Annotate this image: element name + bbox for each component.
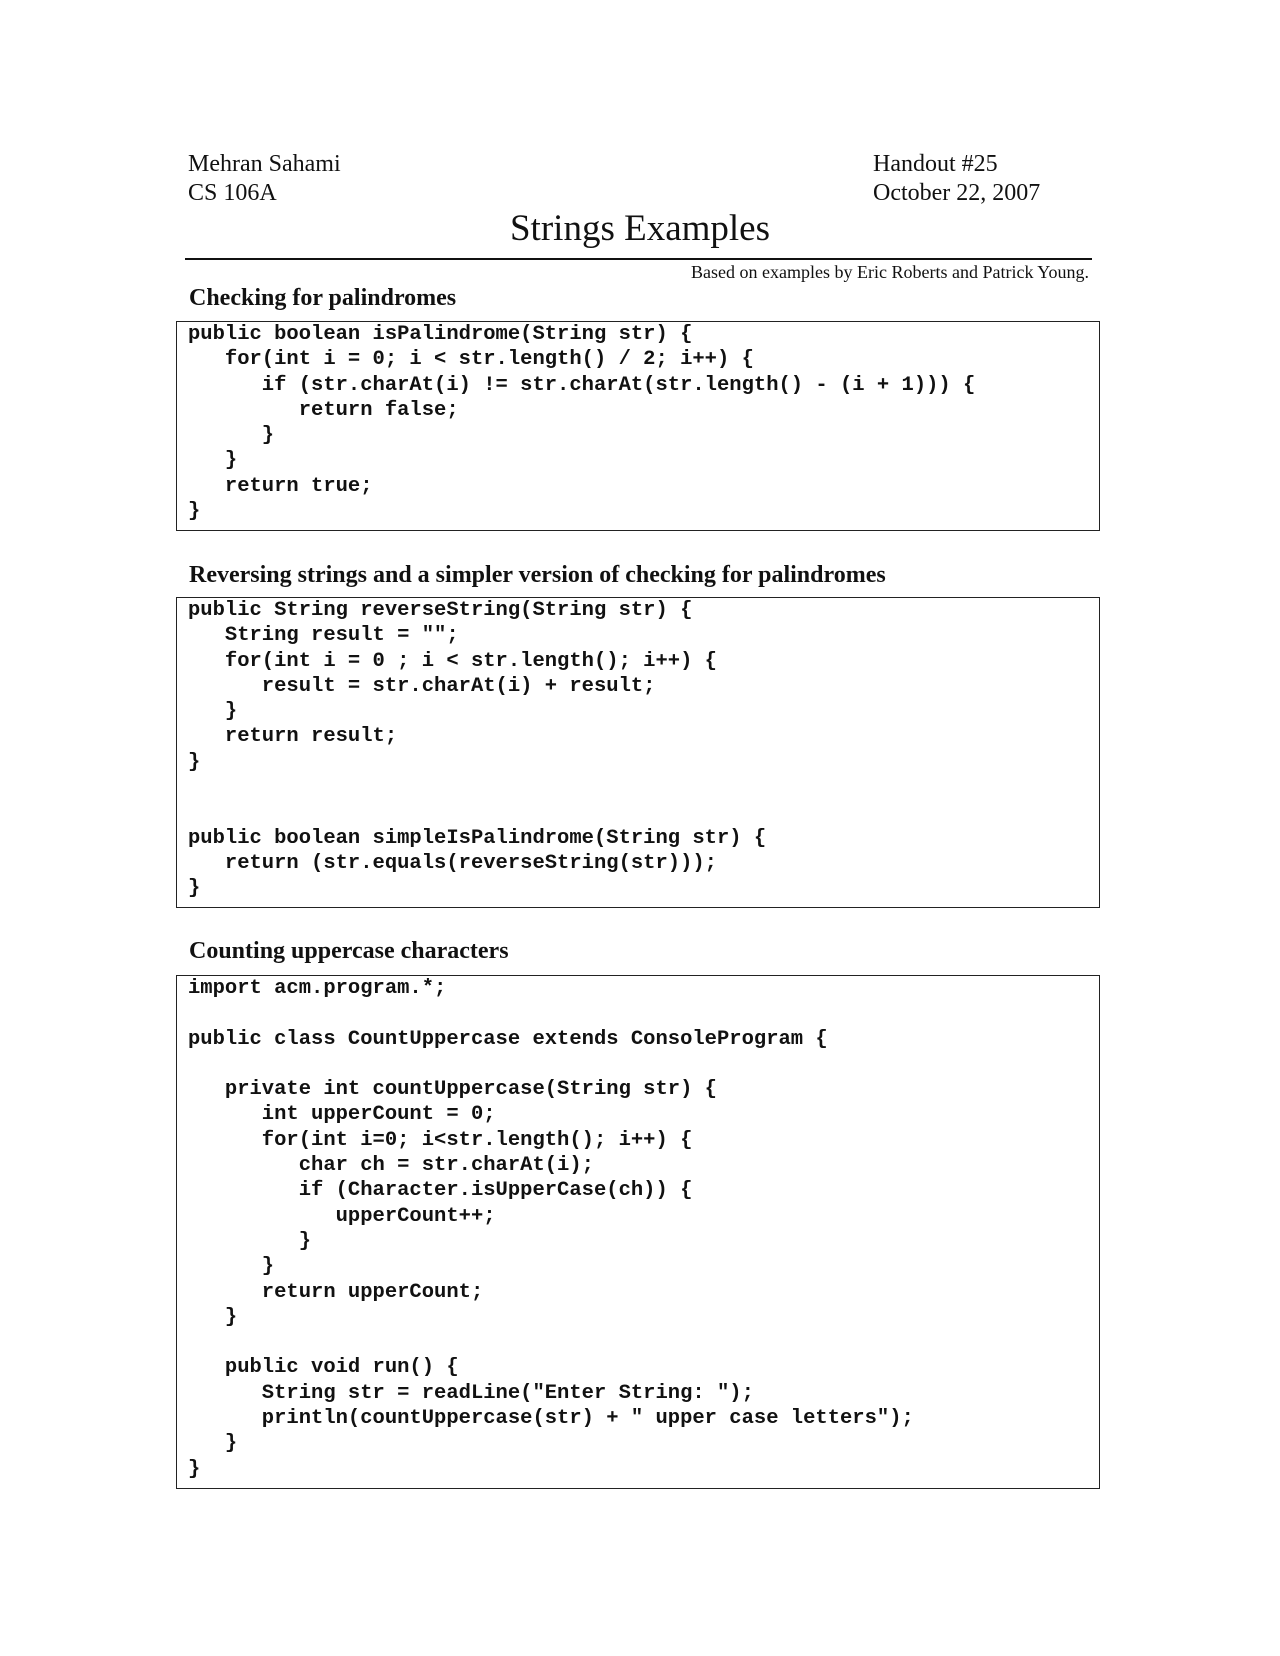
code-block-reversing: public String reverseString(String str) { String result = ""; for(int i = 0 ; i < str.length(); i++) { result = str.charAt(i) + result; } return result; } public boolean simpleIsPalindrome(String str) { return (str.equals(reverseString(str))); } <box>188 599 767 901</box>
page-title: Strings Examples <box>509 208 770 249</box>
credit-note: Based on examples by Eric Roberts and Patrick Young. <box>691 262 1089 282</box>
header-right <box>873 150 1040 208</box>
handout-number: Handout #25 <box>873 151 998 177</box>
course-code: CS 106A <box>188 180 277 206</box>
code-block-uppercase: import acm.program.*; public class CountUppercase extends ConsoleProgram { private int countUppercase(String str) { int upperCount = 0; for(int i=0; i<str.length(); i++) { char ch = str.charAt(i); if (Character.isUpperCase(ch)) { upperCount++; } } return upperCount; } public void run() { String str = readLine("Enter String: "); println(countUppercase(str) + " upper case letters"); } } <box>188 977 914 1481</box>
section-heading-palindromes: Checking for palindromes <box>189 285 457 311</box>
header-left <box>188 150 341 208</box>
code-box-uppercase <box>176 975 1100 1489</box>
title-divider <box>185 258 1092 260</box>
handout-date: October 22, 2007 <box>873 180 1041 206</box>
section-heading-reversing: Reversing strings and a simpler version of checking for palindromes <box>189 562 886 588</box>
code-block-palindromes: public boolean isPalindrome(String str) { for(int i = 0; i < str.length() / 2; i++) { if (str.charAt(i) != str.charAt(str.length() - (i + 1))) { return false; } } return true; } <box>188 323 976 524</box>
code-box-reversing <box>176 597 1100 908</box>
code-box-palindromes <box>176 321 1100 531</box>
author-name: Mehran Sahami <box>188 151 341 177</box>
section-heading-uppercase: Counting uppercase characters <box>189 938 509 964</box>
